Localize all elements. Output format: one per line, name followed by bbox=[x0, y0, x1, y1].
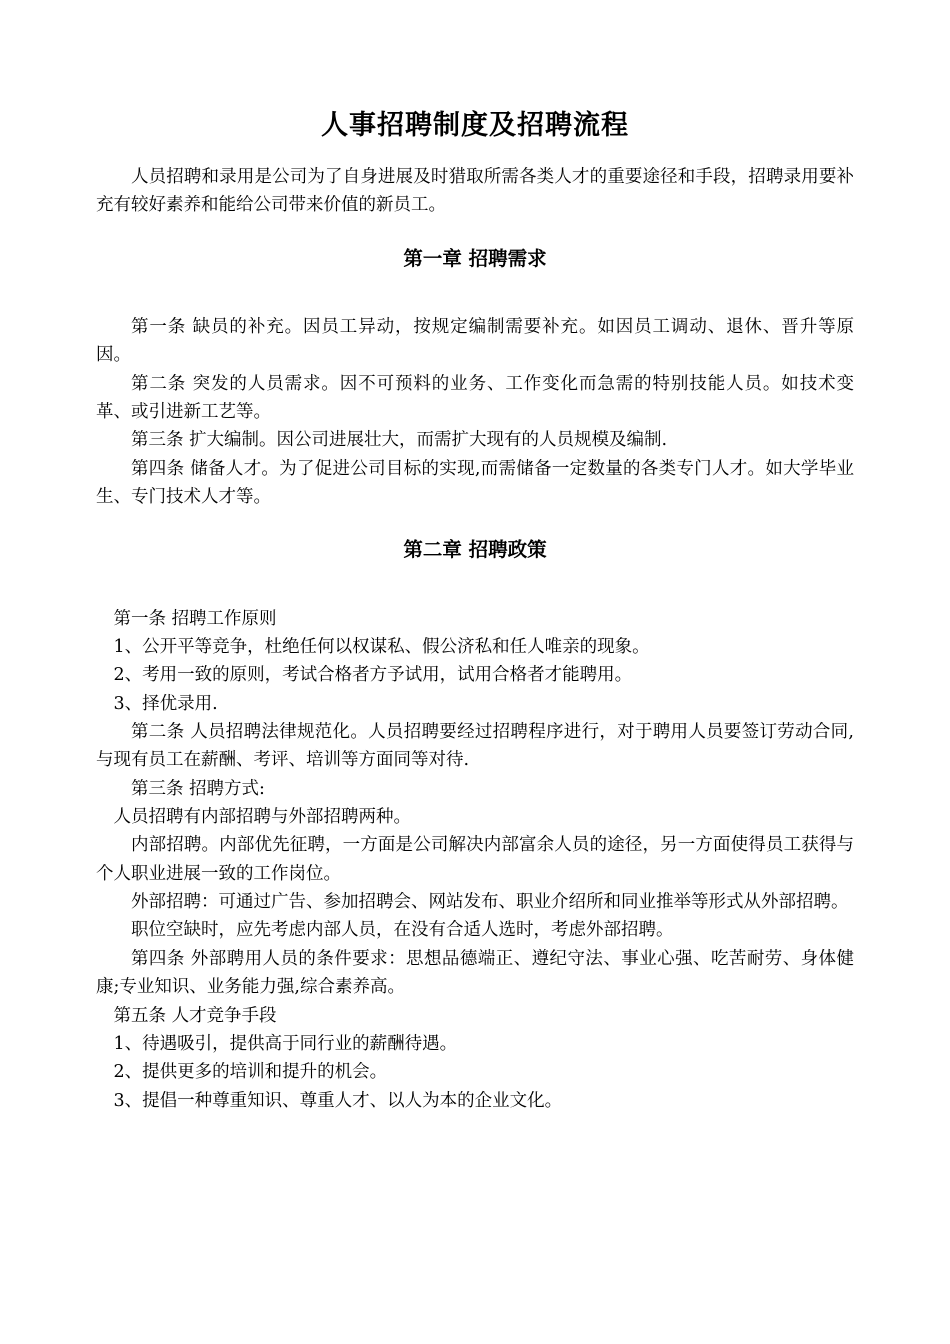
chapter-2-paragraph-10: 职位空缺时，应先考虑内部人员，在没有合适人选时，考虑外部招聘。 bbox=[131, 920, 674, 941]
chapter-1-paragraph-1: 第一条 缺员的补充。因员工异动，按规定编制需要补充。如因员工调动、退休、晋升等原因。 bbox=[96, 317, 854, 366]
chapter-2-paragraph-4: 3、择优录用. bbox=[113, 693, 218, 714]
spacer bbox=[96, 565, 854, 605]
chapter-2-paragraph-7: 人员招聘有内部招聘与外部招聘两种。 bbox=[113, 807, 411, 828]
chapter-2-heading: 第二章 招聘政策 bbox=[403, 538, 547, 562]
chapter-2-paragraph-2: 1、公开平等竞争，杜绝任何以权谋私、假公济私和任人唯亲的现象。 bbox=[113, 637, 650, 658]
chapter-2-paragraph-1: 第一条 招聘工作原则 bbox=[113, 608, 277, 629]
intro-paragraph: 人员招聘和录用是公司为了自身进展及时猎取所需各类人才的重要途径和手段，招聘录用要补充有较好素养和能给公司带来价值的新员工。 bbox=[96, 167, 854, 216]
chapter-1-paragraph-2: 第二条 突发的人员需求。因不可预料的业务、工作变化而急需的特别技能人员。如技术变革、或引进新工艺等。 bbox=[96, 373, 854, 423]
chapter-2-paragraph-8: 内部招聘。内部优先征聘，一方面是公司解决内部富余人员的途径，另一方面使得员工获得与个人职业进展一致的工作岗位。 bbox=[96, 835, 854, 884]
chapter-2-paragraph-9: 外部招聘：可通过广告、参加招聘会、网站发布、职业介绍所和同业推举等形式从外部招聘。 bbox=[131, 892, 849, 913]
chapter-2-body bbox=[96, 605, 854, 1115]
chapter-1-paragraph-4: 第四条 储备人才。为了促进公司目标的实现,而需储备一定数量的各类专门人才。如大学毕业生、专门技术人才等。 bbox=[96, 458, 854, 508]
chapter-1-heading: 第一章 招聘需求 bbox=[403, 246, 547, 270]
chapter-2-paragraph-3: 2、考用一致的原则，考试合格者方予试用，试用合格者才能聘用。 bbox=[113, 665, 633, 686]
chapter-2-paragraph-12: 第五条 人才竞争手段 bbox=[113, 1005, 277, 1026]
spacer bbox=[96, 273, 854, 313]
page-title: 人事招聘制度及招聘流程 bbox=[321, 110, 629, 141]
chapter-2-paragraph-5: 第二条 人员招聘法律规范化。人员招聘要经过招聘程序进行，对于聘用人员要签订劳动合同,与现有员工在薪酬、考评、培训等方面同等对待. bbox=[96, 722, 854, 771]
chapter-2-paragraph-6: 第三条 招聘方式: bbox=[131, 778, 265, 799]
chapter-2-paragraph-11: 第四条 外部聘用人员的条件要求：思想品德端正、遵纪守法、事业心强、吃苦耐劳、身体健康;专业知识、业务能力强,综合素养高。 bbox=[96, 948, 854, 998]
chapter-2-paragraph-14: 2、提供更多的培训和提升的机会。 bbox=[113, 1062, 388, 1083]
chapter-2-paragraph-15: 3、提倡一种尊重知识、尊重人才、以人为本的企业文化。 bbox=[113, 1090, 563, 1111]
chapter-2-paragraph-13: 1、待遇吸引，提供高于同行业的薪酬待遇。 bbox=[113, 1033, 458, 1054]
chapter-1-paragraph-3: 第三条 扩大编制。因公司进展壮大，而需扩大现有的人员规模及编制. bbox=[131, 430, 668, 451]
chapter-1-body bbox=[96, 313, 854, 511]
